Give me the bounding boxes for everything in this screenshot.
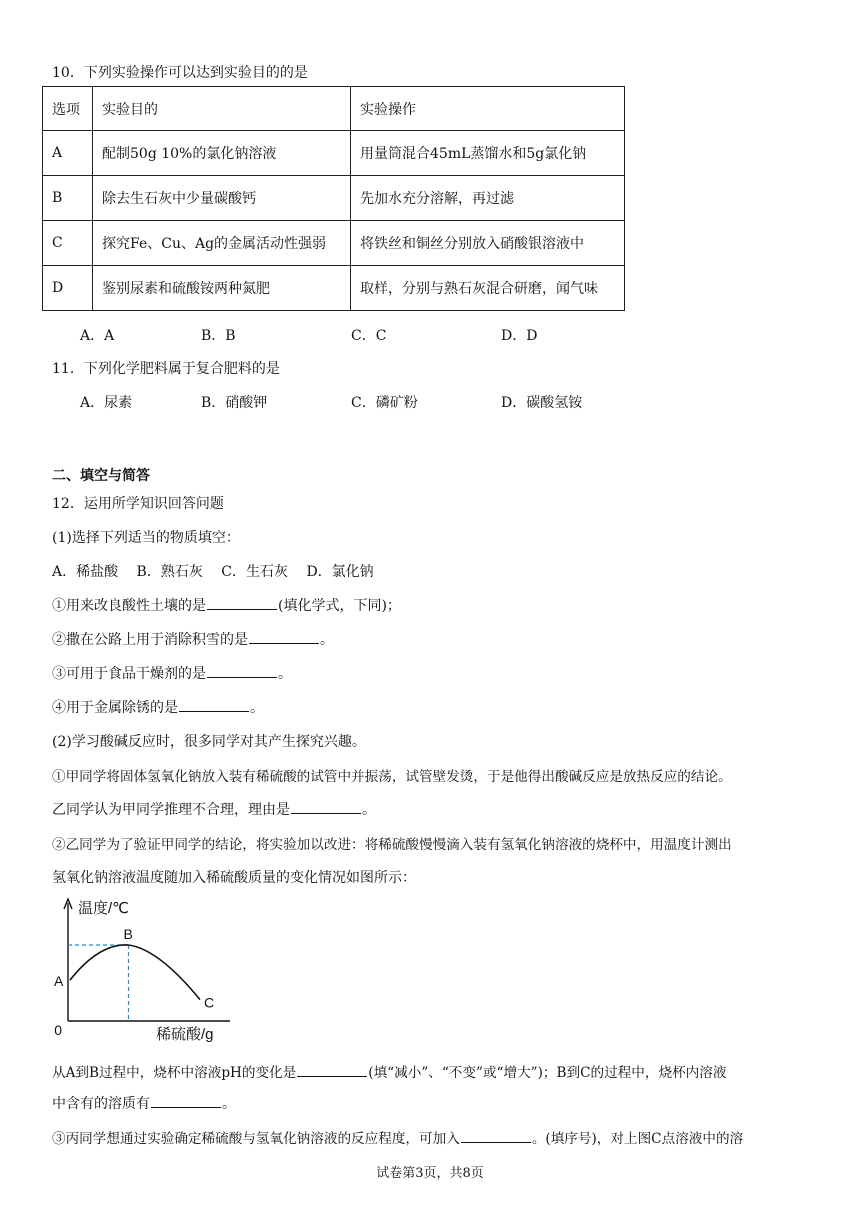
q11-option-a[interactable]: A．尿素 xyxy=(80,395,133,411)
table-header-row xyxy=(43,87,625,131)
q12-part1-b xyxy=(52,629,334,649)
row-operation: 用量筒混合45mL蒸馏水和5g氯化钠 xyxy=(351,131,625,176)
q11-option-b[interactable]: B．硝酸钾 xyxy=(201,395,268,411)
q12-part1-a-text: ①用来改良酸性土壤的是 xyxy=(52,598,206,614)
table-row xyxy=(43,176,625,221)
q12-part2-d xyxy=(52,1127,743,1147)
q10-table xyxy=(42,86,625,311)
q10-option-c[interactable]: C．C xyxy=(351,328,387,344)
q12-part1-a-note: (填化学式，下同)； xyxy=(278,598,401,614)
row-option: B xyxy=(43,176,93,221)
answer-blank[interactable] xyxy=(179,697,249,712)
q12-part1-choices: A．稀盐酸 B．熟石灰 C．生石灰 D．氯化钠 xyxy=(52,564,374,580)
q12-part2-d-note: 。(填序号)，对上图C点溶液中的溶 xyxy=(531,1131,744,1147)
answer-blank[interactable] xyxy=(249,629,319,644)
q11-option-c[interactable]: C．磷矿粉 xyxy=(351,395,418,411)
q12-part2-c-line2 xyxy=(52,1093,236,1113)
q12-part2-c-text: 从A到B过程中，烧杯中溶液pH的变化是 xyxy=(52,1065,297,1081)
q12-part1-c-text: ③可用于食品干燥剂的是 xyxy=(52,666,206,682)
q12-part2-a-text: 乙同学认为甲同学推理不合理，理由是 xyxy=(52,802,290,818)
table-row xyxy=(43,221,625,266)
q12-stem: 12．运用所学知识回答问题 xyxy=(52,496,224,512)
row-option: C xyxy=(43,221,93,266)
answer-blank[interactable] xyxy=(461,1128,531,1143)
row-operation: 取样，分别与熟石灰混合研磨，闻气味 xyxy=(351,266,625,311)
temperature-curve xyxy=(70,945,200,1000)
point-label-b: B xyxy=(123,926,133,942)
q12-part2-c-line1 xyxy=(52,1061,726,1081)
q12-part1-a xyxy=(52,595,401,615)
temperature-chart xyxy=(44,893,234,1043)
q12-part2-c2-end: 。 xyxy=(222,1096,236,1112)
q10-stem: 10．下列实验操作可以达到实验目的的是 xyxy=(52,65,308,81)
q12-part2-intro: (2)学习酸碱反应时，很多同学对其产生探究兴趣。 xyxy=(52,734,366,750)
q10-option-a[interactable]: A．A xyxy=(80,328,115,344)
q12-part2-a-end: 。 xyxy=(362,802,376,818)
q12-part1-d-end: 。 xyxy=(250,700,264,716)
row-operation: 将铁丝和铜丝分别放入硝酸银溶液中 xyxy=(351,221,625,266)
answer-blank[interactable] xyxy=(297,1062,367,1077)
table-row xyxy=(43,131,625,176)
answer-blank[interactable] xyxy=(291,799,361,814)
header-purpose: 实验目的 xyxy=(93,87,351,131)
q12-part2-c-note: (填“减小”、“不变”或“增大”)；B到C的过程中，烧杯内溶液 xyxy=(368,1065,727,1081)
q12-part2-b-line1: ②乙同学为了验证甲同学的结论，将实验加以改进：将稀硫酸慢慢滴入装有氢氧化钠溶液的烧杯中，用温度计测出 xyxy=(52,837,732,853)
section-title: 二、填空与简答 xyxy=(52,468,150,484)
q12-part2-b-line2: 氢氧化钠溶液温度随加入稀硫酸质量的变化情况如图所示： xyxy=(52,870,416,886)
x-axis-label: 稀硫酸/g xyxy=(156,1026,214,1043)
table-row xyxy=(43,266,625,311)
q12-part1-c xyxy=(52,663,292,683)
origin-label: 0 xyxy=(54,1022,62,1038)
row-purpose: 除去生石灰中少量碳酸钙 xyxy=(93,176,351,221)
row-option: A xyxy=(43,131,93,176)
answer-blank[interactable] xyxy=(207,595,277,610)
row-purpose: 配制50g 10%的氯化钠溶液 xyxy=(93,131,351,176)
q12-part2-d-text: ③丙同学想通过实验确定稀硫酸与氢氧化钠溶液的反应程度，可加入 xyxy=(52,1131,460,1147)
q12-part1-intro: (1)选择下列适当的物质填空： xyxy=(52,530,240,546)
q12-part2-a-line2 xyxy=(52,799,376,819)
q11-stem: 11．下列化学肥料属于复合肥料的是 xyxy=(52,361,280,377)
q11-option-d[interactable]: D．碳酸氢铵 xyxy=(501,395,583,411)
page-footer: 试卷第3页，共8页 xyxy=(376,1166,484,1181)
point-label-c: C xyxy=(204,994,215,1011)
q12-part1-b-text: ②撒在公路上用于消除积雪的是 xyxy=(52,632,248,648)
row-operation: 先加水充分溶解，再过滤 xyxy=(351,176,625,221)
q12-part2-c2-text: 中含有的溶质有 xyxy=(52,1096,150,1112)
q12-part1-c-end: 。 xyxy=(278,666,292,682)
header-operation: 实验操作 xyxy=(351,87,625,131)
answer-blank[interactable] xyxy=(151,1093,221,1108)
row-purpose: 鉴别尿素和硫酸铵两种氮肥 xyxy=(93,266,351,311)
q12-part1-d-text: ④用于金属除锈的是 xyxy=(52,700,178,716)
row-option: D xyxy=(43,266,93,311)
q12-part1-b-end: 。 xyxy=(320,632,334,648)
q12-part1-d xyxy=(52,697,264,717)
y-axis-label: 温度/℃ xyxy=(78,900,130,917)
q10-option-d[interactable]: D．D xyxy=(501,328,538,344)
point-label-a: A xyxy=(54,973,64,990)
q12-part2-a-line1: ①甲同学将固体氢氧化钠放入装有稀硫酸的试管中并振荡，试管壁发烫，于是他得出酸碱反应是放热反应的结论。 xyxy=(52,769,732,785)
answer-blank[interactable] xyxy=(207,663,277,678)
header-option: 选项 xyxy=(43,87,93,131)
row-purpose: 探究Fe、Cu、Ag的金属活动性强弱 xyxy=(93,221,351,266)
q10-option-b[interactable]: B．B xyxy=(201,328,236,344)
